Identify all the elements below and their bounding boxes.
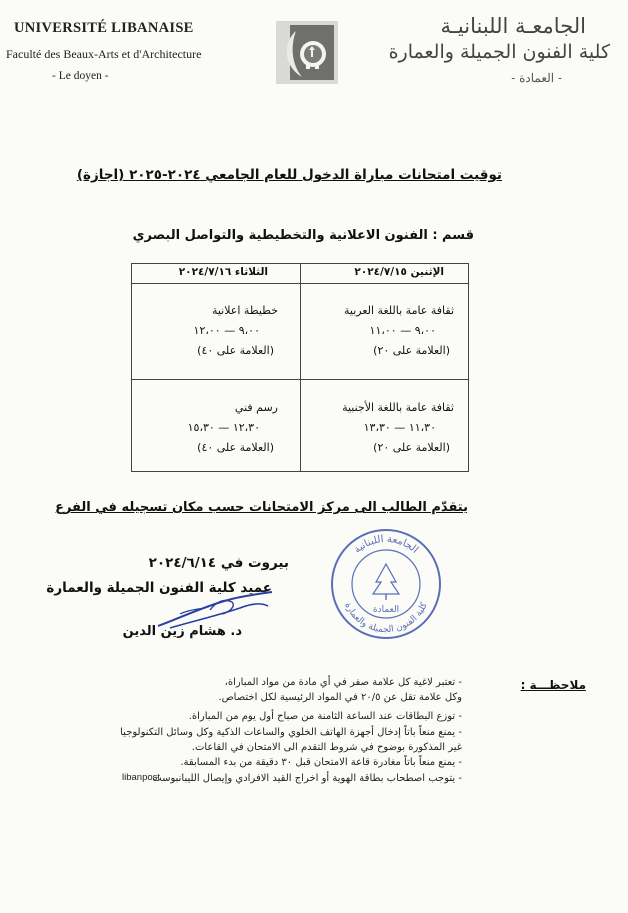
note-line: - تعتبر لاغية كل علامة صفر في أي مادة من مواد المباراة، [224,677,462,688]
note-line: غير المذكورة بوضوح في شروط التقدم الى الامتحان في القاعات. [191,742,462,753]
signature-title: عميد كلية الفنون الجميلة والعمارة [46,580,272,596]
ar-dean-label: - العمادة - [511,71,562,85]
notes-label: ملاحظـــة : [520,678,586,692]
table-header-divider [132,283,468,284]
table-cell [294,398,454,458]
fr-dean-label: - Le doyen - [52,70,109,82]
stamp-bottom-text: كلية الفنون الجميلة والعمارة [342,601,430,636]
cell-time: ٩،٠٠ — ١٢،٠٠ [193,324,260,337]
cell-subject: ثقافة عامة باللغة العربية [344,304,454,317]
cell-subject: رسم فني [234,401,278,414]
cell-grade: (العلامة على ٤٠) [197,441,274,454]
dean-name: د. هشام زين الدين [122,624,242,639]
official-stamp-icon [330,528,442,640]
note-line: - يمنع منعاً باتاً مغادرة قاعة الامتحان قبل ٣٠ دقيقة من بدء المسابقة. [180,757,462,768]
stamp-top-text: الجامعة اللبنانية [351,533,421,556]
stamp-center-text: العمادة [372,605,400,615]
department-heading: قسم : الفنون الاعلانية والتخطيطية والتواصل البصري [132,228,474,243]
cell-time: ٩،٠٠ — ١١،٠٠ [369,324,436,337]
note-line: وكل علامة تقل عن ٢٠/٥ في المواد الرئيسية لكل اختصاص. [218,692,462,703]
signature-date: بيروت في ٢٠٢٤/٦/١٤ [148,555,289,571]
cell-time: ١٢،٣٠ — ١٥،٣٠ [187,421,260,434]
exam-schedule-table [131,263,469,472]
note-line: - يتوجب اصطحاب بطاقة الهوية أو اخراج القيد الافرادي وإيصال الليبانبوست [152,773,462,784]
cell-subject: خطيطة اعلانية [211,304,278,317]
table-header-monday: الإثنين ٢٠٢٤/٧/١٥ [354,266,444,278]
table-row-divider [132,379,468,380]
table-cell [118,301,278,361]
ar-faculty-name: كلية الفنون الجميلة والعمارة [388,41,610,63]
fr-university-name: UNIVERSITÉ LIBANAISE [14,20,194,36]
table-header-tuesday: الثلاثاء ٢٠٢٤/٧/١٦ [178,266,268,278]
cell-subject: ثقافة عامة باللغة الأجنبية [342,401,454,414]
svg-text:الجامعة اللبنانية [352,534,420,556]
ar-university-name: الجامعـة اللبنانيـة [440,14,586,38]
libanpost-label: libanpost [122,772,161,783]
note-line: - توزع البطاقات عند الساعة الثامنة من صباح أول يوم من المباراة. [188,711,462,722]
fr-faculty-name: Faculté des Beaux-Arts et d'Architecture [6,47,202,61]
cell-grade: (العلامة على ٢٠) [373,344,450,357]
document-title: توقيت امتحانات مباراة الدخول للعام الجامعي ٢٠٢٤-٢٠٢٥ (اجازة) [76,167,502,183]
university-logo-icon [276,21,338,84]
note-line: - يمنع منعاً باتاً إدخال أجهزة الهاتف الخلوي والساعات الذكية وكل وسائل التكنولوجيا [120,727,462,738]
cell-time: ١١،٣٠ — ١٣،٣٠ [363,421,436,434]
cell-grade: (العلامة على ٢٠) [373,441,450,454]
registration-instruction: يتقدّم الطالب الى مركز الامتحانات حسب مكان تسجيله في الفرع [55,500,468,515]
table-cell [294,301,454,361]
table-cell [118,398,278,458]
cell-grade: (العلامة على ٤٠) [197,344,274,357]
